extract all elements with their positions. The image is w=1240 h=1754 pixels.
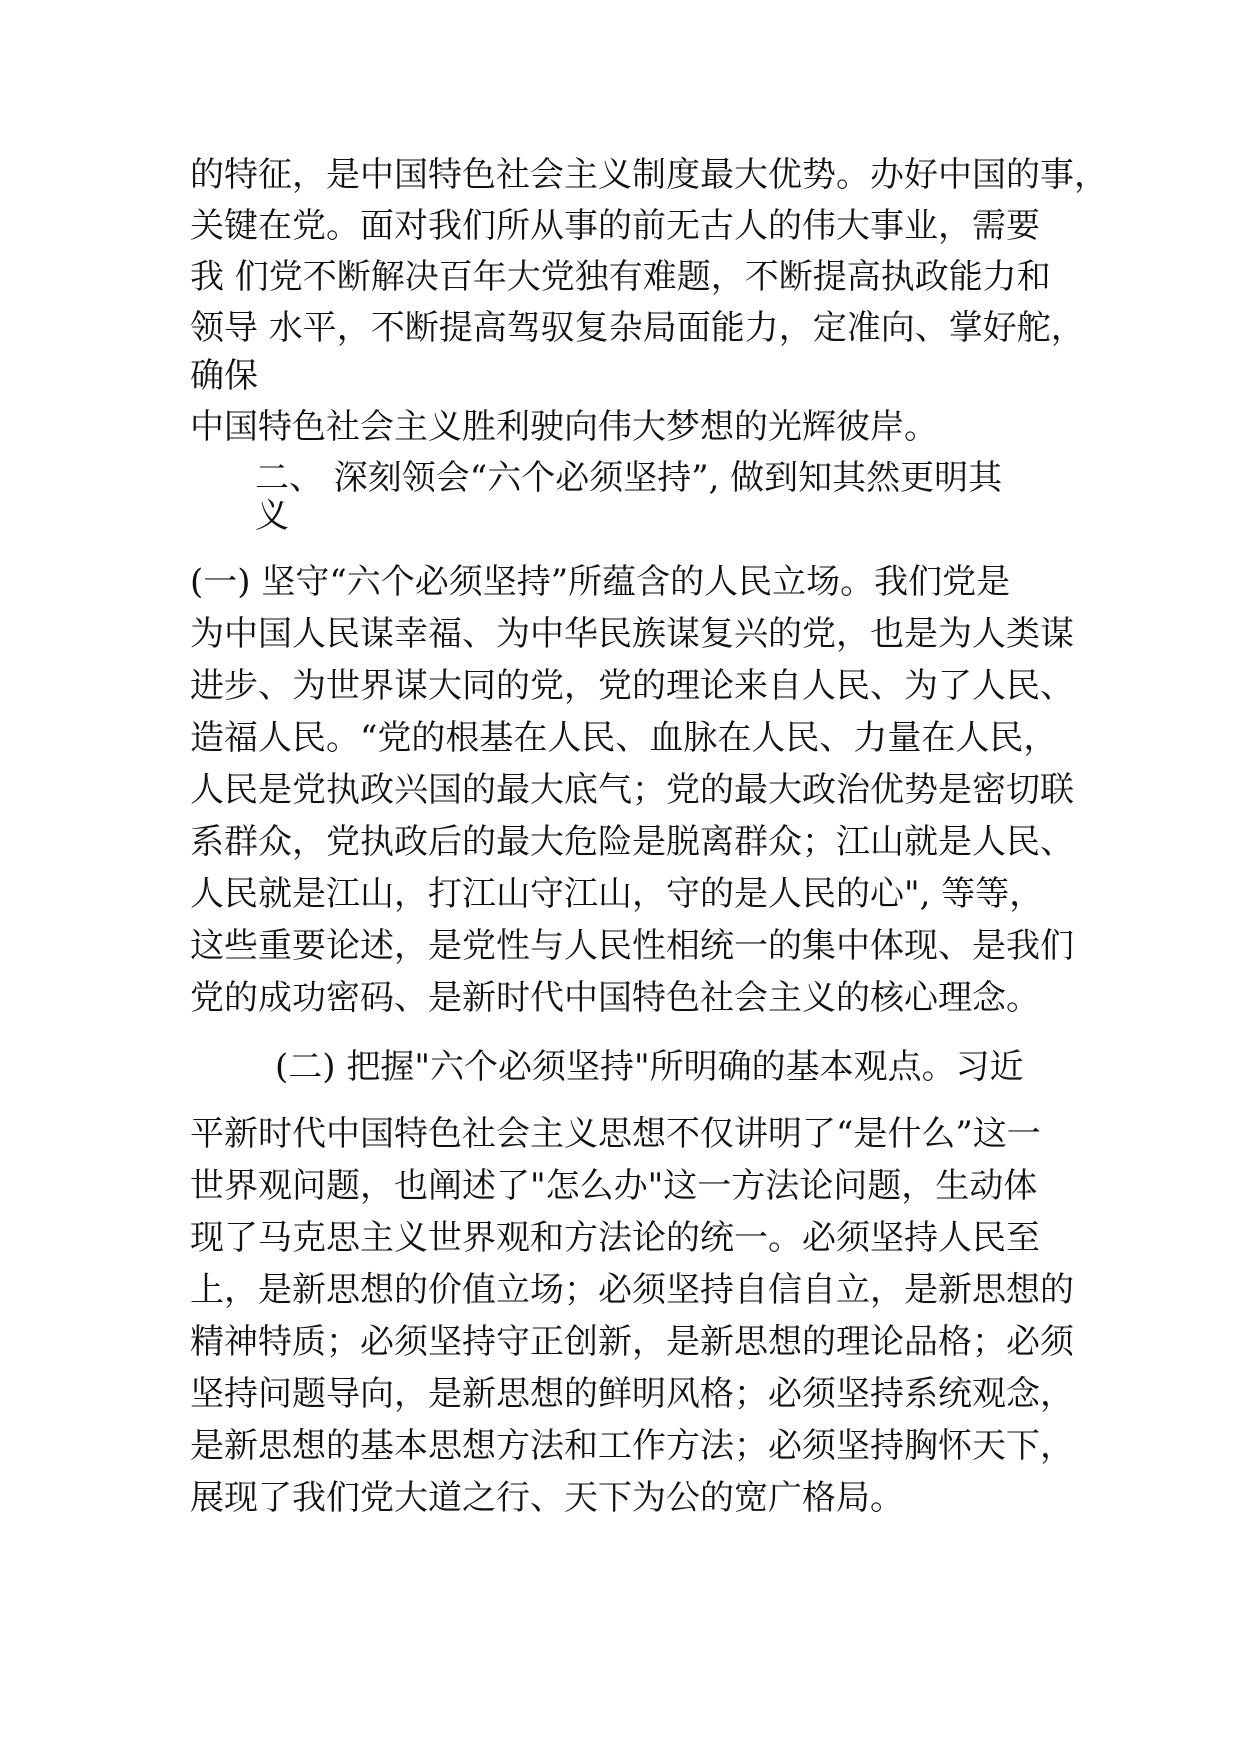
body-text-line: 为中国人民谋幸福、为中华民族谋复兴的党，也是为人类谋 [190, 614, 1074, 654]
section-heading: 二、 深刻领会“六个必须坚持”, 做到知其然更明其 [255, 458, 1003, 498]
section-heading: 义 [255, 496, 289, 536]
body-text-line: 党的成功密码、是新时代中国特色社会主义的核心理念。 [190, 978, 1040, 1018]
body-text-line: 平新时代中国特色社会主义思想不仅讲明了“是什么”这一 [190, 1114, 1041, 1154]
body-text-line: (二) 把握"六个必须坚持"所明确的基本观点。习近 [275, 1047, 1024, 1087]
body-text-line: 上，是新思想的价值立场；必须坚持自信自立，是新思想的 [190, 1270, 1074, 1310]
body-text-line: 人民就是江山，打江山守江山，守的是人民的心", 等等， [190, 874, 1044, 914]
body-text-line: 这些重要论述，是党性与人民性相统一的集中体现、是我们 [190, 926, 1074, 966]
body-text-line: 精神特质；必须坚持守正创新，是新思想的理论品格；必须 [190, 1322, 1074, 1362]
body-text-line: 是新思想的基本思想方法和工作方法；必须坚持胸怀天下， [190, 1426, 1074, 1466]
body-text-line: 确保 [190, 356, 258, 396]
body-text-line: 关键在党。面对我们所从事的前无古人的伟大事业，需要 [190, 206, 1040, 246]
body-text-line: 展现了我们党大道之行、天下为公的宽广格局。 [190, 1478, 904, 1518]
body-text-line: 造福人民。“党的根基在人民、血脉在人民、力量在人民， [190, 718, 1058, 758]
body-text-line: 人民是党执政兴国的最大底气；党的最大政治优势是密切联 [190, 770, 1074, 810]
body-text-line: 的特征，是中国特色社会主义制度最大优势。办好中国的事， [190, 155, 1108, 195]
body-text-line: 中国特色社会主义胜利驶向伟大梦想的光辉彼岸。 [190, 407, 938, 447]
body-text-line: 我 们党不断解决百年大党独有难题，不断提高执政能力和 [190, 257, 1051, 297]
body-text-line: 坚持问题导向，是新思想的鲜明风格；必须坚持系统观念， [190, 1374, 1074, 1414]
body-text-line: (一) 坚守“六个必须坚持”所蕴含的人民立场。我们党是 [190, 562, 1011, 602]
body-text-line: 进步、为世界谋大同的党，党的理论来自人民、为了人民、 [190, 666, 1074, 706]
body-text-line: 系群众，党执政后的最大危险是脱离群众；江山就是人民、 [190, 822, 1074, 862]
body-text-line: 现了马克思主义世界观和方法论的统一。必须坚持人民至 [190, 1218, 1040, 1258]
body-text-line: 领导 水平，不断提高驾驭复杂局面能力，定准向、掌好舵， [190, 308, 1085, 348]
body-text-line: 世界观问题，也阐述了"怎么办"这一方法论问题，生动体 [190, 1166, 1038, 1206]
